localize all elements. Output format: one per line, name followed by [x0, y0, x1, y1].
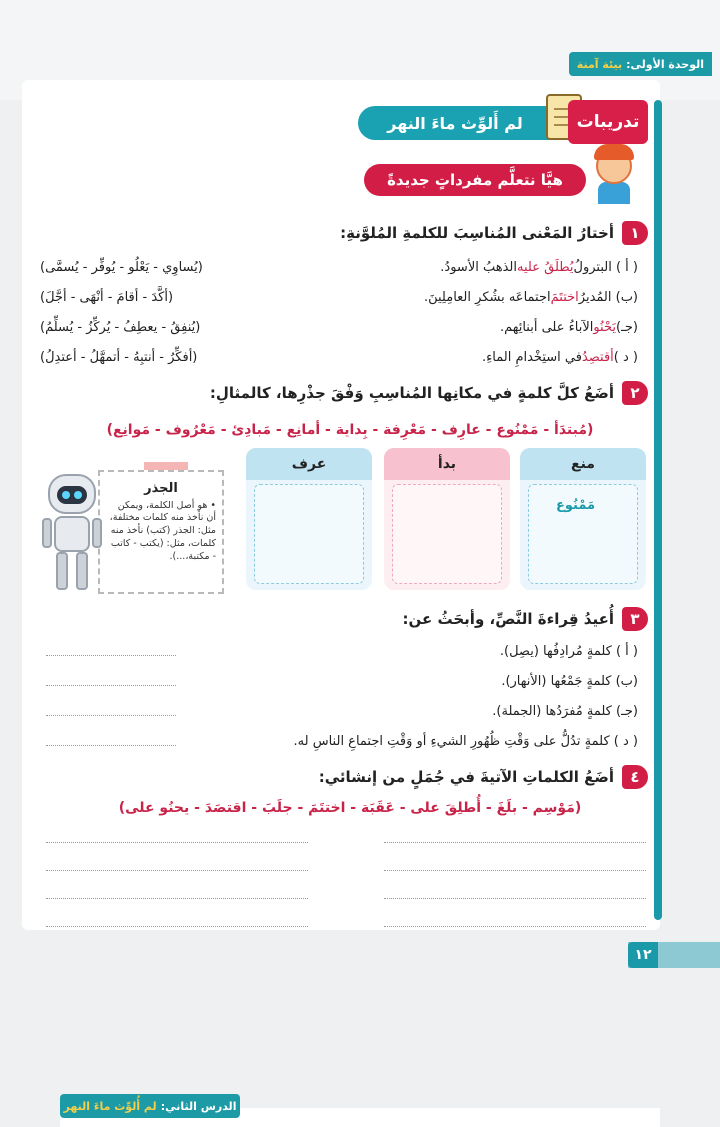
- answer-line[interactable]: [46, 655, 176, 656]
- q1-title: أختارُ المَعْنى المُناسِبَ للكلمةِ المُلوَّنةِ:: [340, 224, 614, 242]
- answer-line[interactable]: [384, 842, 646, 843]
- q4-word-bank: (مَوْسِم - بلَغَ - أُطلِقَ على - عَقَبَة - اختتَمَ - جلَبَ - اقتصَدَ - يحنُو على): [118, 800, 582, 816]
- q3-item-a: ( أ ) كلمةٍ مُرادِفُها (يصِل).: [499, 643, 638, 659]
- q1-choices-c: (يُنفِقُ - يعطِفُ - يُركِّزُ - يُسلِّمُ): [40, 319, 201, 335]
- q1-choices-b: (أكَّدَ - أقامَ - أنْهَى - أجَّلَ): [40, 289, 174, 305]
- learn-banner: هيَّا نتعلَّم مفرداتٍ جديدةً: [364, 164, 586, 196]
- answer-line[interactable]: [46, 745, 176, 746]
- exercises-tab: تدريبات: [568, 100, 648, 144]
- q4-heading: [319, 764, 648, 790]
- column-card-mana: [520, 448, 646, 590]
- kid-illustration-icon: [584, 144, 646, 204]
- answer-area[interactable]: [392, 484, 502, 584]
- lesson-title: لم أَلوِّث ماءَ النهر: [387, 113, 523, 133]
- column-card-bada: [384, 448, 510, 590]
- page-number: ١٢: [628, 942, 658, 968]
- column-label: بدأ: [384, 448, 510, 480]
- q1-item-d: ( د ) أقتصِدُ في استِخْدامِ الماءِ.: [482, 349, 638, 365]
- colored-word: يُطلَقُ عليه: [517, 259, 574, 275]
- unit-name: بيئة آمنة: [576, 57, 623, 71]
- q1-choices-a: (يُساوِي - يَعْلُو - يُوفِّر - يُسمَّى): [40, 259, 203, 275]
- colored-word: يَحْنُو: [593, 319, 616, 335]
- lesson-tag: [60, 1094, 240, 1118]
- note-body: • هو أصل الكلمة، ويمكن أن نأخذ منه كلمات مختلفة، مثل: الجذر (كتب) نأخذ منه كلمات، مثل: (يكتب - كاتب - مكتبة،...).: [109, 499, 216, 562]
- answer-line[interactable]: [46, 685, 176, 686]
- q2-title: أضَعُ كلَّ كلمةٍ في مكانِها المُناسِبِ وَفْقَ جذْرِها، كالمثالِ:: [209, 384, 614, 402]
- q3-heading: [403, 606, 648, 632]
- unit-label: الوحدة الأولى:: [626, 57, 704, 71]
- answer-line[interactable]: [46, 715, 176, 716]
- q3-item-c: (جـ) كلمةٍ مُفرَدُها (الجملة).: [492, 703, 638, 719]
- q3-item-b: (ب) كلمةٍ جَمْعُها (الأنهار).: [501, 673, 638, 689]
- unit-tag: [569, 52, 712, 76]
- colored-word: اختتَمَ: [550, 289, 579, 305]
- q3-title: أُعيدُ قِراءةَ النَّصِّ، وأبحَثُ عن:: [402, 610, 614, 628]
- lesson-name: لم أُلوِّث ماءَ النهر: [63, 1099, 157, 1113]
- colored-word: أقتصِدُ: [581, 349, 614, 365]
- answer-line[interactable]: [384, 898, 646, 899]
- q1-heading: [340, 220, 648, 246]
- column-label: عرف: [246, 448, 372, 480]
- q1-number: ١: [622, 221, 648, 245]
- column-example-word: مَمْنُوع: [556, 498, 596, 513]
- lesson-label: الدرس الثاني:: [160, 1099, 237, 1113]
- q4-number: ٤: [622, 765, 648, 789]
- answer-line[interactable]: [46, 842, 308, 843]
- q2-heading: [210, 380, 648, 406]
- answer-line[interactable]: [46, 870, 308, 871]
- page-edge-stripe: [654, 100, 662, 920]
- q3-item-d: ( د ) كلمةٍ تدُلُّ على وَقْتِ ظُهُورِ الشيءِ أو وَقْتِ اجتماعِ الناسِ له.: [293, 733, 638, 749]
- column-card-arafa: [246, 448, 372, 590]
- answer-line[interactable]: [384, 926, 646, 927]
- q1-item-b: (ب) المُديرُ اختتَمَ اجتماعَه بشُكرِ العامِلِينَ.: [423, 289, 638, 305]
- q1-item-a: ( أ ) البترولُ يُطلَقُ عليه الذهبُ الأسودُ.: [440, 259, 638, 275]
- q1-item-c: (جـ) يَحْنُو الآباءُ على أبنائِهم.: [499, 319, 638, 335]
- q3-number: ٣: [622, 607, 648, 631]
- q4-title: أضَعُ الكلماتِ الآتيةَ في جُمَلٍ من إنشائي:: [318, 768, 614, 786]
- answer-line[interactable]: [384, 870, 646, 871]
- robot-icon: [40, 474, 104, 592]
- column-label: منع: [520, 448, 646, 480]
- q2-number: ٢: [622, 381, 648, 405]
- answer-line[interactable]: [46, 898, 308, 899]
- q2-word-bank: (مُبتدَأ - مَمْنُوع - عارِف - مَعْرِفة - بِداية - أمانِع - مَبادِئ - مَعْرُوف - مَوانِع): [106, 422, 594, 438]
- root-note: [98, 470, 224, 594]
- note-title: الجذر: [144, 481, 178, 496]
- answer-line[interactable]: [46, 926, 308, 927]
- answer-area[interactable]: [254, 484, 364, 584]
- q1-choices-d: (أفكِّرُ - أنتبِهُ - أتمهَّلُ - أعتدِلُ): [40, 349, 198, 365]
